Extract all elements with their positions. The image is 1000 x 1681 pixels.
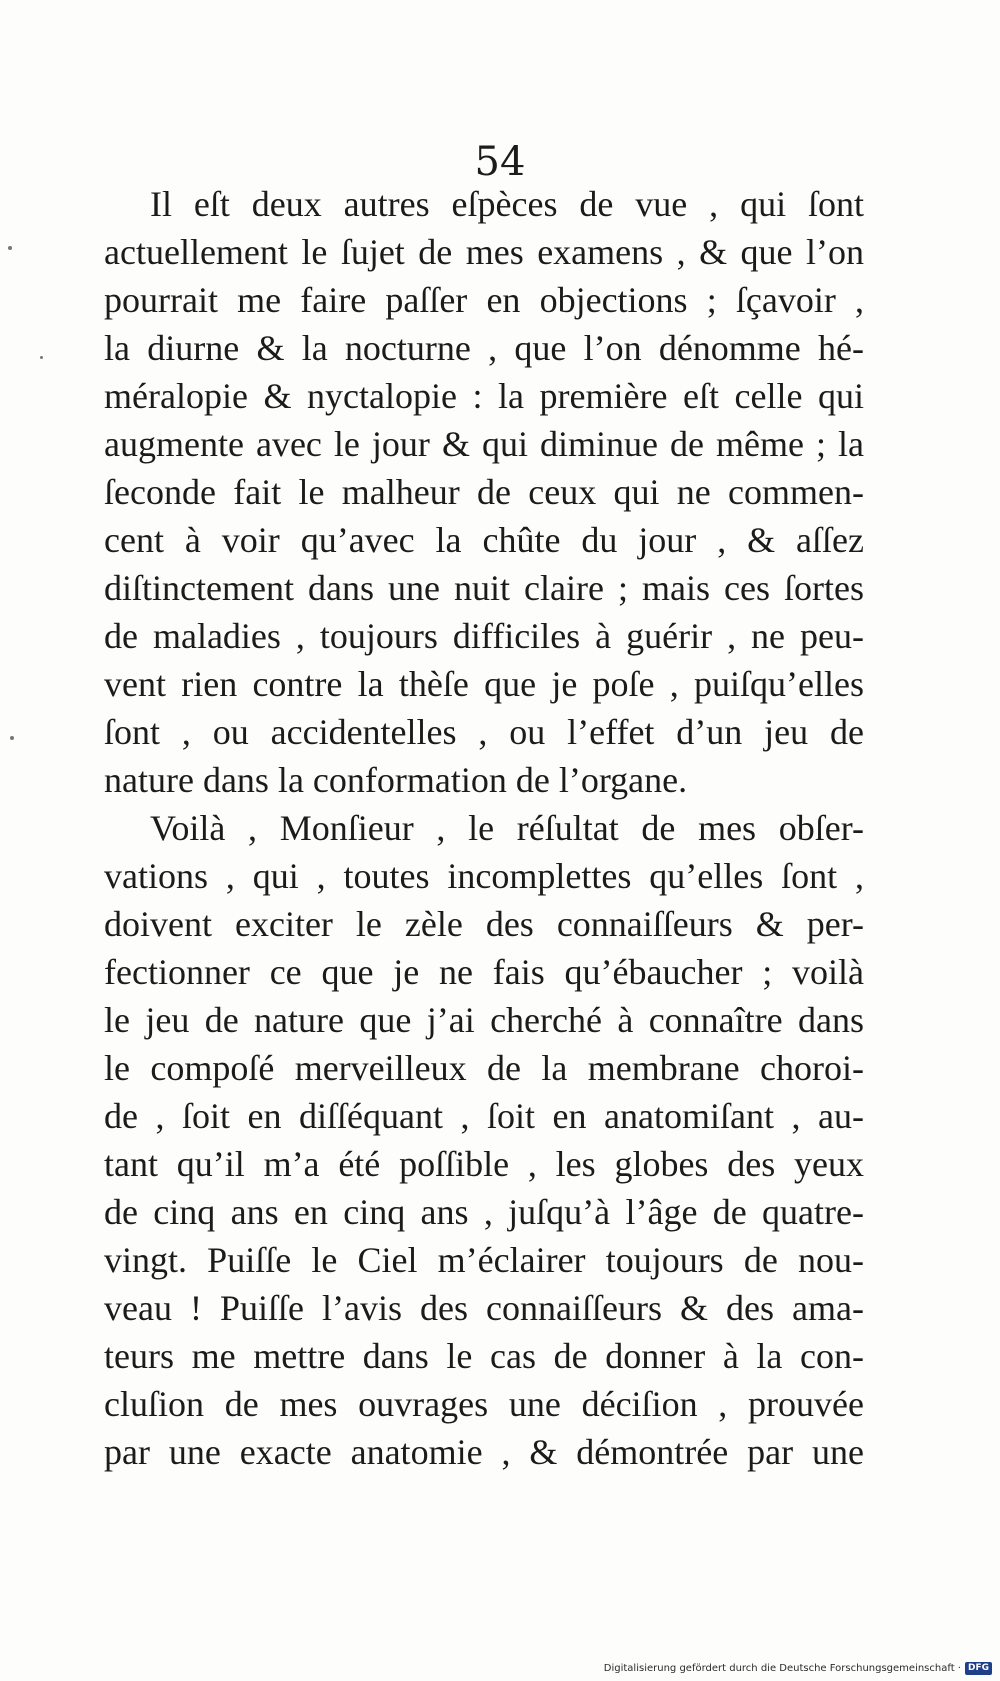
- text-line: vingt. Puiſſe le Ciel m’éclairer toujours de nou-: [104, 1240, 864, 1280]
- text-line: diſtinctement dans une nuit claire ; mais ces ſortes: [104, 568, 864, 608]
- text-line: vations , qui , toutes incomplettes qu’elles ſont ,: [104, 856, 864, 896]
- text-line: par une exacte anatomie , & démontrée par une: [104, 1432, 864, 1472]
- text-line: actuellement le ſujet de mes examens , & que l’on: [104, 232, 864, 272]
- text-line: augmente avec le jour & qui diminue de même ; la: [104, 424, 864, 464]
- text-line: vent rien contre la thèſe que je poſe , puiſqu’elles: [104, 664, 864, 704]
- page-number: 54: [474, 139, 526, 185]
- text-line: teurs me mettre dans le cas de donner à la con-: [104, 1336, 864, 1376]
- text-line: Il eſt deux autres eſpèces de vue , qui ſont: [150, 184, 864, 224]
- text-line: le compoſé merveilleux de la membrane choroi-: [104, 1048, 864, 1088]
- text-line: nature dans la conformation de l’organe.: [104, 760, 688, 800]
- scan-speck: [10, 736, 14, 740]
- text-line: pourrait me faire paſſer en objections ; ſçavoir ,: [104, 280, 864, 320]
- text-line: fectionner ce que je ne fais qu’ébaucher ; voilà: [104, 952, 864, 992]
- digitization-credit: [604, 1659, 992, 1677]
- text-line: cent à voir qu’avec la chûte du jour , & aſſez: [104, 520, 864, 560]
- text-line: méralopie & nyctalopie : la première eſt celle qui: [104, 376, 864, 416]
- text-line: tant qu’il m’a été poſſible , les globes des yeux: [104, 1144, 864, 1184]
- text-line: doivent exciter le zèle des connaiſſeurs & per-: [104, 904, 864, 944]
- scan-speck: [40, 356, 43, 359]
- dfg-logo: DFG: [965, 1662, 992, 1675]
- text-line: Voilà , Monſieur , le réſultat de mes obſer-: [150, 808, 864, 848]
- body-text: [104, 180, 864, 1476]
- text-line: de maladies , toujours difficiles à guérir , ne peu-: [104, 616, 864, 656]
- text-line: cluſion de mes ouvrages une déciſion , prouvée: [104, 1384, 864, 1424]
- text-line: le jeu de nature que j’ai cherché à connaître dans: [104, 1000, 864, 1040]
- text-line: de , ſoit en diſſéquant , ſoit en anatomiſant , au-: [104, 1096, 864, 1136]
- text-line: la diurne & la nocturne , que l’on dénomme hé-: [104, 328, 864, 368]
- footer-credit-text: Digitalisierung gefördert durch die Deutsche Forschungsgemeinschaft ·: [603, 1662, 961, 1674]
- text-line: de cinq ans en cinq ans , juſqu’à l’âge de quatre-: [104, 1192, 864, 1232]
- text-line: veau ! Puiſſe l’avis des connaiſſeurs & des ama-: [104, 1288, 864, 1328]
- scan-speck: [8, 246, 12, 250]
- text-line: ſeconde fait le malheur de ceux qui ne commen-: [104, 472, 864, 512]
- text-line: ſont , ou accidentelles , ou l’effet d’un jeu de: [104, 712, 864, 752]
